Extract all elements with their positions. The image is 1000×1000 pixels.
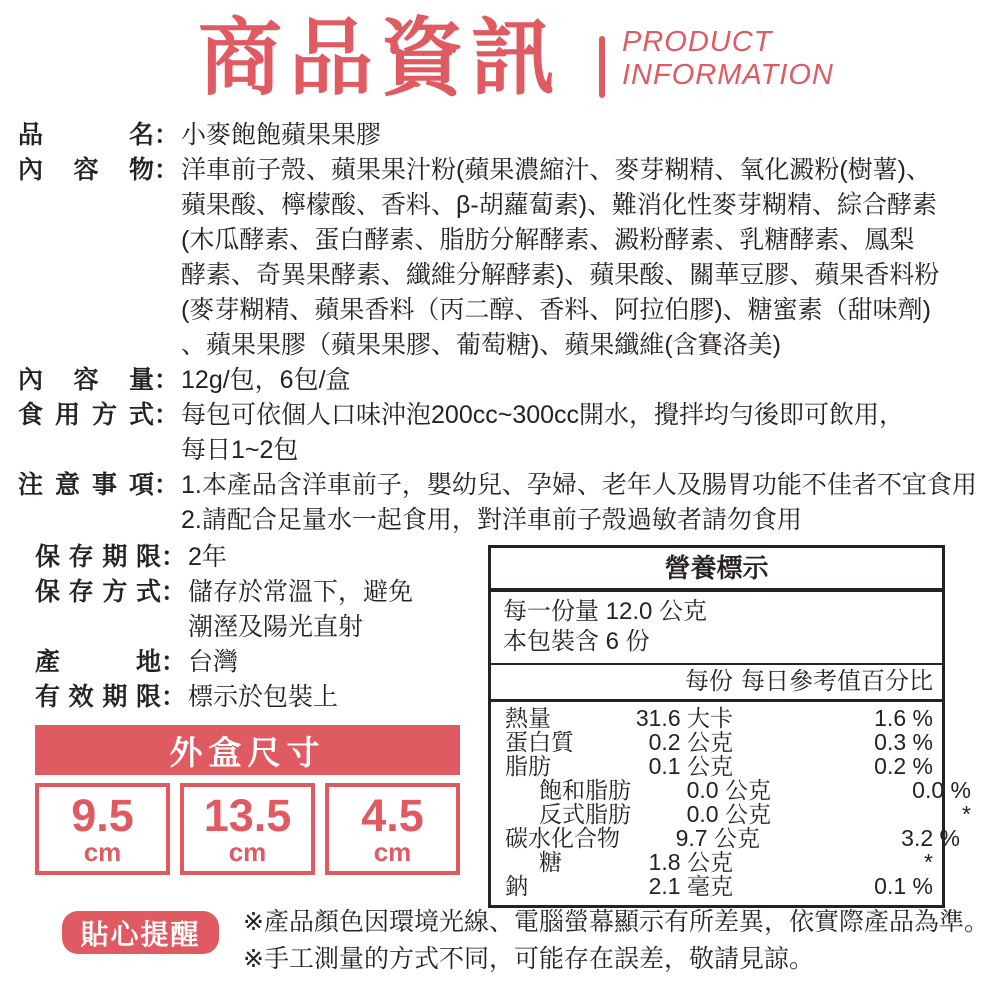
dimension-value: 9.5 [71, 789, 134, 841]
serving-line: 每一份量 12.0 公克 [503, 598, 708, 625]
field-value [181, 118, 996, 153]
field-value [181, 363, 996, 398]
info-row [35, 680, 487, 715]
nutrient-daily-pct: 3.2 % [901, 825, 960, 851]
nutrient-daily-pct: 0.3 % [874, 729, 933, 755]
box-dimensions [35, 783, 460, 875]
serving-line: 本包裝含 6 份 [503, 628, 650, 655]
nutrition-row [505, 801, 971, 827]
field-colon: ： [161, 543, 187, 571]
nutrition-row [505, 730, 933, 754]
field-colon: ： [154, 471, 180, 499]
box-size-panel [35, 725, 460, 875]
value-line: 台灣 [188, 648, 239, 676]
field-value [181, 468, 996, 538]
subtitle-line-1: PRODUCT [622, 26, 773, 58]
nutrition-header-daily-pct: 每日參考值百分比 [741, 668, 933, 695]
nutrient-name: 反式脂肪 [539, 801, 631, 827]
nutrition-column-headers [491, 665, 942, 702]
field-value [181, 398, 996, 468]
dimension-box [325, 783, 460, 875]
field-label: 內容物 [18, 156, 154, 184]
nutrient-value: 0.2 公克 [648, 729, 733, 755]
value-line: 每日1~2包 [181, 436, 299, 464]
dimension-value: 13.5 [203, 789, 292, 841]
field-label: 保存期限 [35, 543, 161, 571]
nutrient-name: 糖 [539, 849, 562, 875]
storage-details-list [35, 540, 487, 715]
nutrition-row [505, 706, 933, 730]
field-colon: ： [154, 401, 180, 429]
value-line: 儲存於常溫下，避免 [188, 578, 414, 606]
nutrient-daily-pct: * [924, 849, 933, 875]
field-value [181, 153, 996, 363]
nutrition-row [505, 825, 960, 851]
value-line: 潮溼及陽光直射 [188, 613, 364, 641]
value-line: 12g/包，6包/盒 [181, 366, 351, 394]
field-label: 保存方式 [35, 578, 161, 606]
reminder-notes [243, 904, 989, 978]
nutrient-name: 蛋白質 [505, 729, 574, 755]
value-line: 洋車前子殼、蘋果果汁粉(蘋果濃縮汁、麥芽糊精、氧化澱粉(樹薯)、 [181, 156, 931, 184]
info-row [18, 468, 996, 538]
nutrient-daily-pct: 0.1 % [874, 873, 933, 899]
nutrient-value: 9.7 公克 [675, 825, 760, 851]
field-colon: ： [161, 578, 187, 606]
field-colon: ： [161, 683, 187, 711]
field-label: 有效期限 [35, 683, 161, 711]
value-line: (木瓜酵素、蛋白酵素、脂肪分解酵素、澱粉酵素、乳糖酵素、鳳梨 [181, 226, 915, 254]
nutrient-daily-pct: 1.6 % [874, 705, 933, 731]
nutrition-serving-info [491, 592, 942, 665]
value-line: 蘋果酸、檸檬酸、香料、β-胡蘿蔔素)、難消化性麥芽糊精、綜合酵素 [181, 191, 938, 219]
nutrient-value: 0.0 公克 [686, 801, 771, 827]
field-colon: ： [154, 121, 180, 149]
nutrient-value: 31.6 大卡 [635, 705, 733, 731]
page-title: 商品資訊 [198, 11, 563, 105]
nutrition-row [505, 874, 933, 898]
nutrient-value: 2.1 毫克 [648, 873, 733, 899]
nutrient-name: 熱量 [505, 705, 551, 731]
info-row [18, 363, 996, 398]
field-colon: ： [154, 156, 180, 184]
value-line: 1.本產品含洋車前子，嬰幼兒、孕婦、老年人及腸胃功能不佳者不宜食用 [181, 471, 977, 499]
nutrition-row [505, 777, 971, 803]
field-label: 產地 [35, 648, 161, 676]
field-label: 注意事項 [18, 471, 154, 499]
subtitle-line-2: INFORMATION [622, 59, 834, 91]
field-value [188, 540, 487, 575]
nutrient-name: 脂肪 [505, 753, 551, 779]
nutrient-value: 0.0 公克 [686, 777, 771, 803]
reminder-badge: 貼心提醒 [62, 911, 219, 954]
value-line: 每包可依個人口味沖泡200cc~300cc開水，攪拌均勻後即可飲用， [181, 401, 905, 429]
nutrition-header-per-serving: 每份 [685, 668, 733, 695]
nutrition-title: 營養標示 [491, 548, 942, 592]
dimension-unit: cm [83, 836, 122, 867]
info-row [18, 398, 996, 468]
info-row [35, 575, 487, 645]
field-label: 內容量 [18, 366, 154, 394]
nutrient-daily-pct: 0.0 % [912, 777, 971, 803]
nutrient-name: 碳水化合物 [505, 825, 620, 851]
info-row [35, 540, 487, 575]
info-row [18, 118, 996, 153]
nutrient-name: 鈉 [505, 873, 528, 899]
field-label: 食用方式 [18, 401, 154, 429]
field-value [188, 575, 487, 645]
info-row [18, 153, 996, 363]
value-line: 酵素、奇異果酵素、纖維分解酵素)、蘋果酸、關華豆膠、蘋果香料粉 [181, 261, 940, 289]
nutrition-header-spacer [505, 665, 593, 699]
nutrition-rows [491, 702, 971, 905]
nutrition-row [505, 754, 933, 778]
value-line: (麥芽糊精、蘋果香料（丙二醇、香料、阿拉伯膠)、糖蜜素（甜味劑) [181, 296, 931, 324]
nutrient-value: 1.8 公克 [648, 849, 733, 875]
nutrition-table [488, 545, 971, 908]
dimension-unit: cm [373, 836, 412, 867]
nutrient-daily-pct: * [962, 801, 971, 827]
nutrition-row [505, 850, 933, 874]
dimension-unit: cm [228, 836, 267, 867]
product-info-list [18, 118, 996, 538]
nutrient-name: 飽和脂肪 [539, 777, 631, 803]
value-line: 2年 [188, 543, 227, 571]
value-line: 2.請配合足量水一起食用，對洋車前子殼過敏者請勿食用 [181, 506, 802, 534]
field-value [188, 680, 487, 715]
field-colon: ： [154, 366, 180, 394]
nutrient-value: 0.1 公克 [648, 753, 733, 779]
field-value [188, 645, 487, 680]
field-label: 品名 [18, 121, 154, 149]
nutrient-daily-pct: 0.2 % [874, 753, 933, 779]
box-size-title: 外盒尺寸 [35, 725, 460, 775]
dimension-box [35, 783, 170, 875]
page-subtitle [622, 26, 834, 92]
field-colon: ： [161, 648, 187, 676]
title-divider [599, 36, 605, 98]
dimension-box [180, 783, 315, 875]
note-line: ※產品顏色因環境光線、電腦螢幕顯示有所差異，依實際產品為準。 [243, 908, 989, 936]
note-line: ※手工測量的方式不同，可能存在誤差，敬請見諒。 [243, 945, 814, 973]
value-line: 、蘋果果膠（蘋果果膠、葡萄糖)、蘋果纖維(含賽洛美) [181, 331, 781, 359]
dimension-value: 4.5 [361, 789, 424, 841]
info-row [35, 645, 487, 680]
value-line: 標示於包裝上 [188, 683, 339, 711]
value-line: 小麥飽飽蘋果果膠 [181, 121, 382, 149]
